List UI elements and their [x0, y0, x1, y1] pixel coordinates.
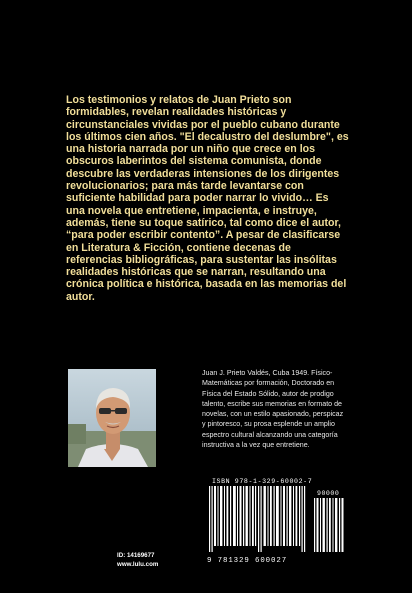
publisher-id: ID: 14169677: [117, 552, 155, 559]
author-bio: Juan J. Prieto Valdés, Cuba 1949. Físico-Matemáticas por formación, Doctorado en Física del Estado Sólido, autor de prodigo talento, escribe sus memorias en formato de novelas, con un estilo apasionado, perspicaz y pintoresco, su prosa esplende un amplio espectro cultural alcanzando una categoría instructiva a la vez que entretiene.: [202, 369, 344, 450]
back-cover-blurb: Los testimonios y relatos de Juan Prieto son formidables, revelan realidades históricas y circunstanciales vividas por el pueblo cubano durante los últimos cien años. "El decalustro del deslumbre", es una historia narrada por un niño que crece en los obscuros laberintos del sistema comunista, donde descubre las verdaderas intensiones de los dirigentes revolucionarios; para más tarde levantarse con suficiente habilidad para poder narrar lo vivido… Es una novela que entretiene, impacienta, e instruye, además, tiene su toque satírico, tal como dice el autor, “para poder escribir contento”. A pesar de clasificarse en Literatura & Ficción, contiene decenas de referencias bibliográficas, para sustentar las insólitas realidades históricas que se narran, resultando una crónica política e histórica, basada en las memorias del autor.: [66, 94, 349, 303]
isbn-label: ISBN 978-1-329-60002-7: [212, 478, 313, 485]
author-photo: [68, 369, 156, 467]
barcode-addon-digits: 90000: [317, 490, 340, 497]
barcode-bars: [205, 486, 348, 560]
barcode-digits: 9 781329 600027: [207, 557, 288, 565]
publisher-info: [117, 551, 158, 569]
isbn-barcode: [205, 486, 348, 560]
publisher-url: www.lulu.com: [117, 561, 159, 568]
